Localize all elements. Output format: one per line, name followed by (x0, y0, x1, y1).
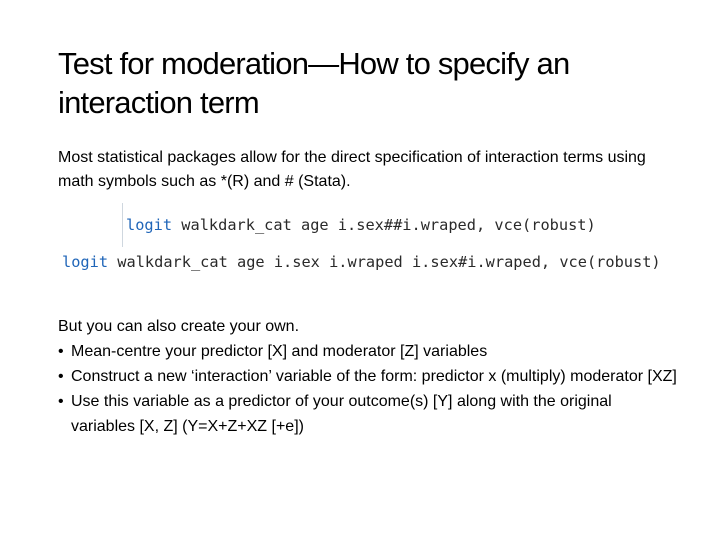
code-command: logit (62, 253, 109, 271)
code-example-1 (126, 215, 596, 235)
bullet-text: Mean-centre your predictor [X] and moderator [Z] variables (71, 343, 488, 360)
bullet-item (58, 364, 678, 389)
code-example-2 (62, 252, 661, 272)
bullet-text: Use this variable as a predictor of your outcome(s) [Y] along with the original variables [X, Z] (Y=X+Z+XZ [+e]) (71, 393, 612, 435)
body-text (58, 314, 678, 439)
bullet-icon: • (58, 368, 64, 385)
code-arguments: walkdark_cat age i.sex##i.wraped, vce(robust) (172, 216, 596, 234)
intro-paragraph: Most statistical packages allow for the direct specification of interaction terms using math symbols such as *(R) and # (Stata). (58, 149, 646, 190)
lead-sentence: But you can also create your own. (58, 318, 300, 335)
bullet-item (58, 389, 678, 439)
bullet-item (58, 339, 678, 364)
bullet-text: Construct a new ‘interaction’ variable of the form: predictor x (multiply) moderator [XZ] (71, 368, 677, 385)
code-block-divider (122, 203, 123, 247)
code-arguments: walkdark_cat age i.sex i.wraped i.sex#i.wraped, vce(robust) (108, 253, 661, 271)
bullet-list (58, 339, 678, 439)
code-command: logit (126, 216, 173, 234)
bullet-icon: • (58, 343, 64, 360)
slide-title: Test for moderation—How to specify an interaction term (58, 46, 570, 120)
bullet-icon: • (58, 393, 64, 410)
